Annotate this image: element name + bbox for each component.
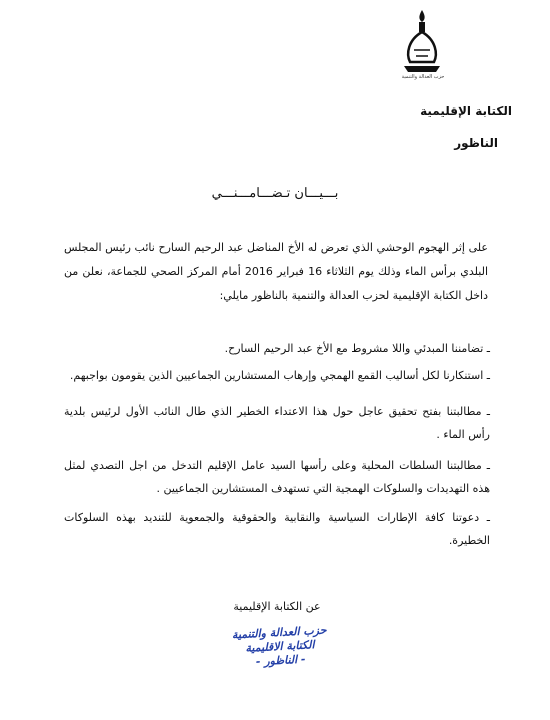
stamp-line-3: - الناظور - [255, 652, 306, 669]
office-stamp [219, 623, 341, 671]
signature-from: عن الكتابة الإقليمية [233, 600, 321, 613]
logo-caption: حزب العدالة والتنمية [401, 74, 445, 80]
statement-item-4: ـ مطالبتنا السلطات المحلية وعلى رأسها السيد عامل الإقليم التدخل من اجل التصدي لمثل هذه التهديدات والسلوكات الهمجية التي تستهدف المستشارين الجماعيين . [64, 459, 490, 495]
city-name: الناظور [454, 136, 498, 150]
document-title: بـــيـــان تـضـــامـــنـــي [211, 186, 339, 201]
party-logo-lamp-icon [392, 6, 452, 96]
statement-item-5: ـ دعوتنا كافة الإطارات السياسية والنقابية والحقوقية والجمعوية للتنديد بهذه السلوكات الخطيرة. [64, 511, 490, 547]
office-name: الكتابة الإقليمية [420, 104, 512, 118]
statement-item-2: ـ استنكارنا لكل أساليب القمع الهمجي وإرهاب المستشارين الجماعيين الذين يقومون بواجبهم. [69, 369, 490, 382]
statement-item-1: ـ تضامننا المبدئي واللا مشروط مع الأخ عبد الرحيم السارح. [224, 342, 490, 355]
statement-item-3: ـ مطالبتنا بفتح تحقيق عاجل حول هذا الاعتداء الخطير الذي طال النائب الأول لرئيس بلدية رأس الماء . [64, 405, 490, 441]
stamp-line-2: الكتابة الاقليمية [245, 638, 315, 655]
stamp-line-1: حزب العدالة والتنمية [231, 623, 327, 642]
intro-paragraph: على إثر الهجوم الوحشي الذي تعرض له الأخ المناضل عبد الرحيم السارح نائب رئيس المجلس البلدي برأس الماء وذلك يوم الثلاثاء 16 فبراير 2016 أمام المركز الصحي للجماعة، نعلن من داخل الكتابة الإقليمية لحزب العدالة والتنمية بالناظور مايلي: [64, 241, 488, 302]
